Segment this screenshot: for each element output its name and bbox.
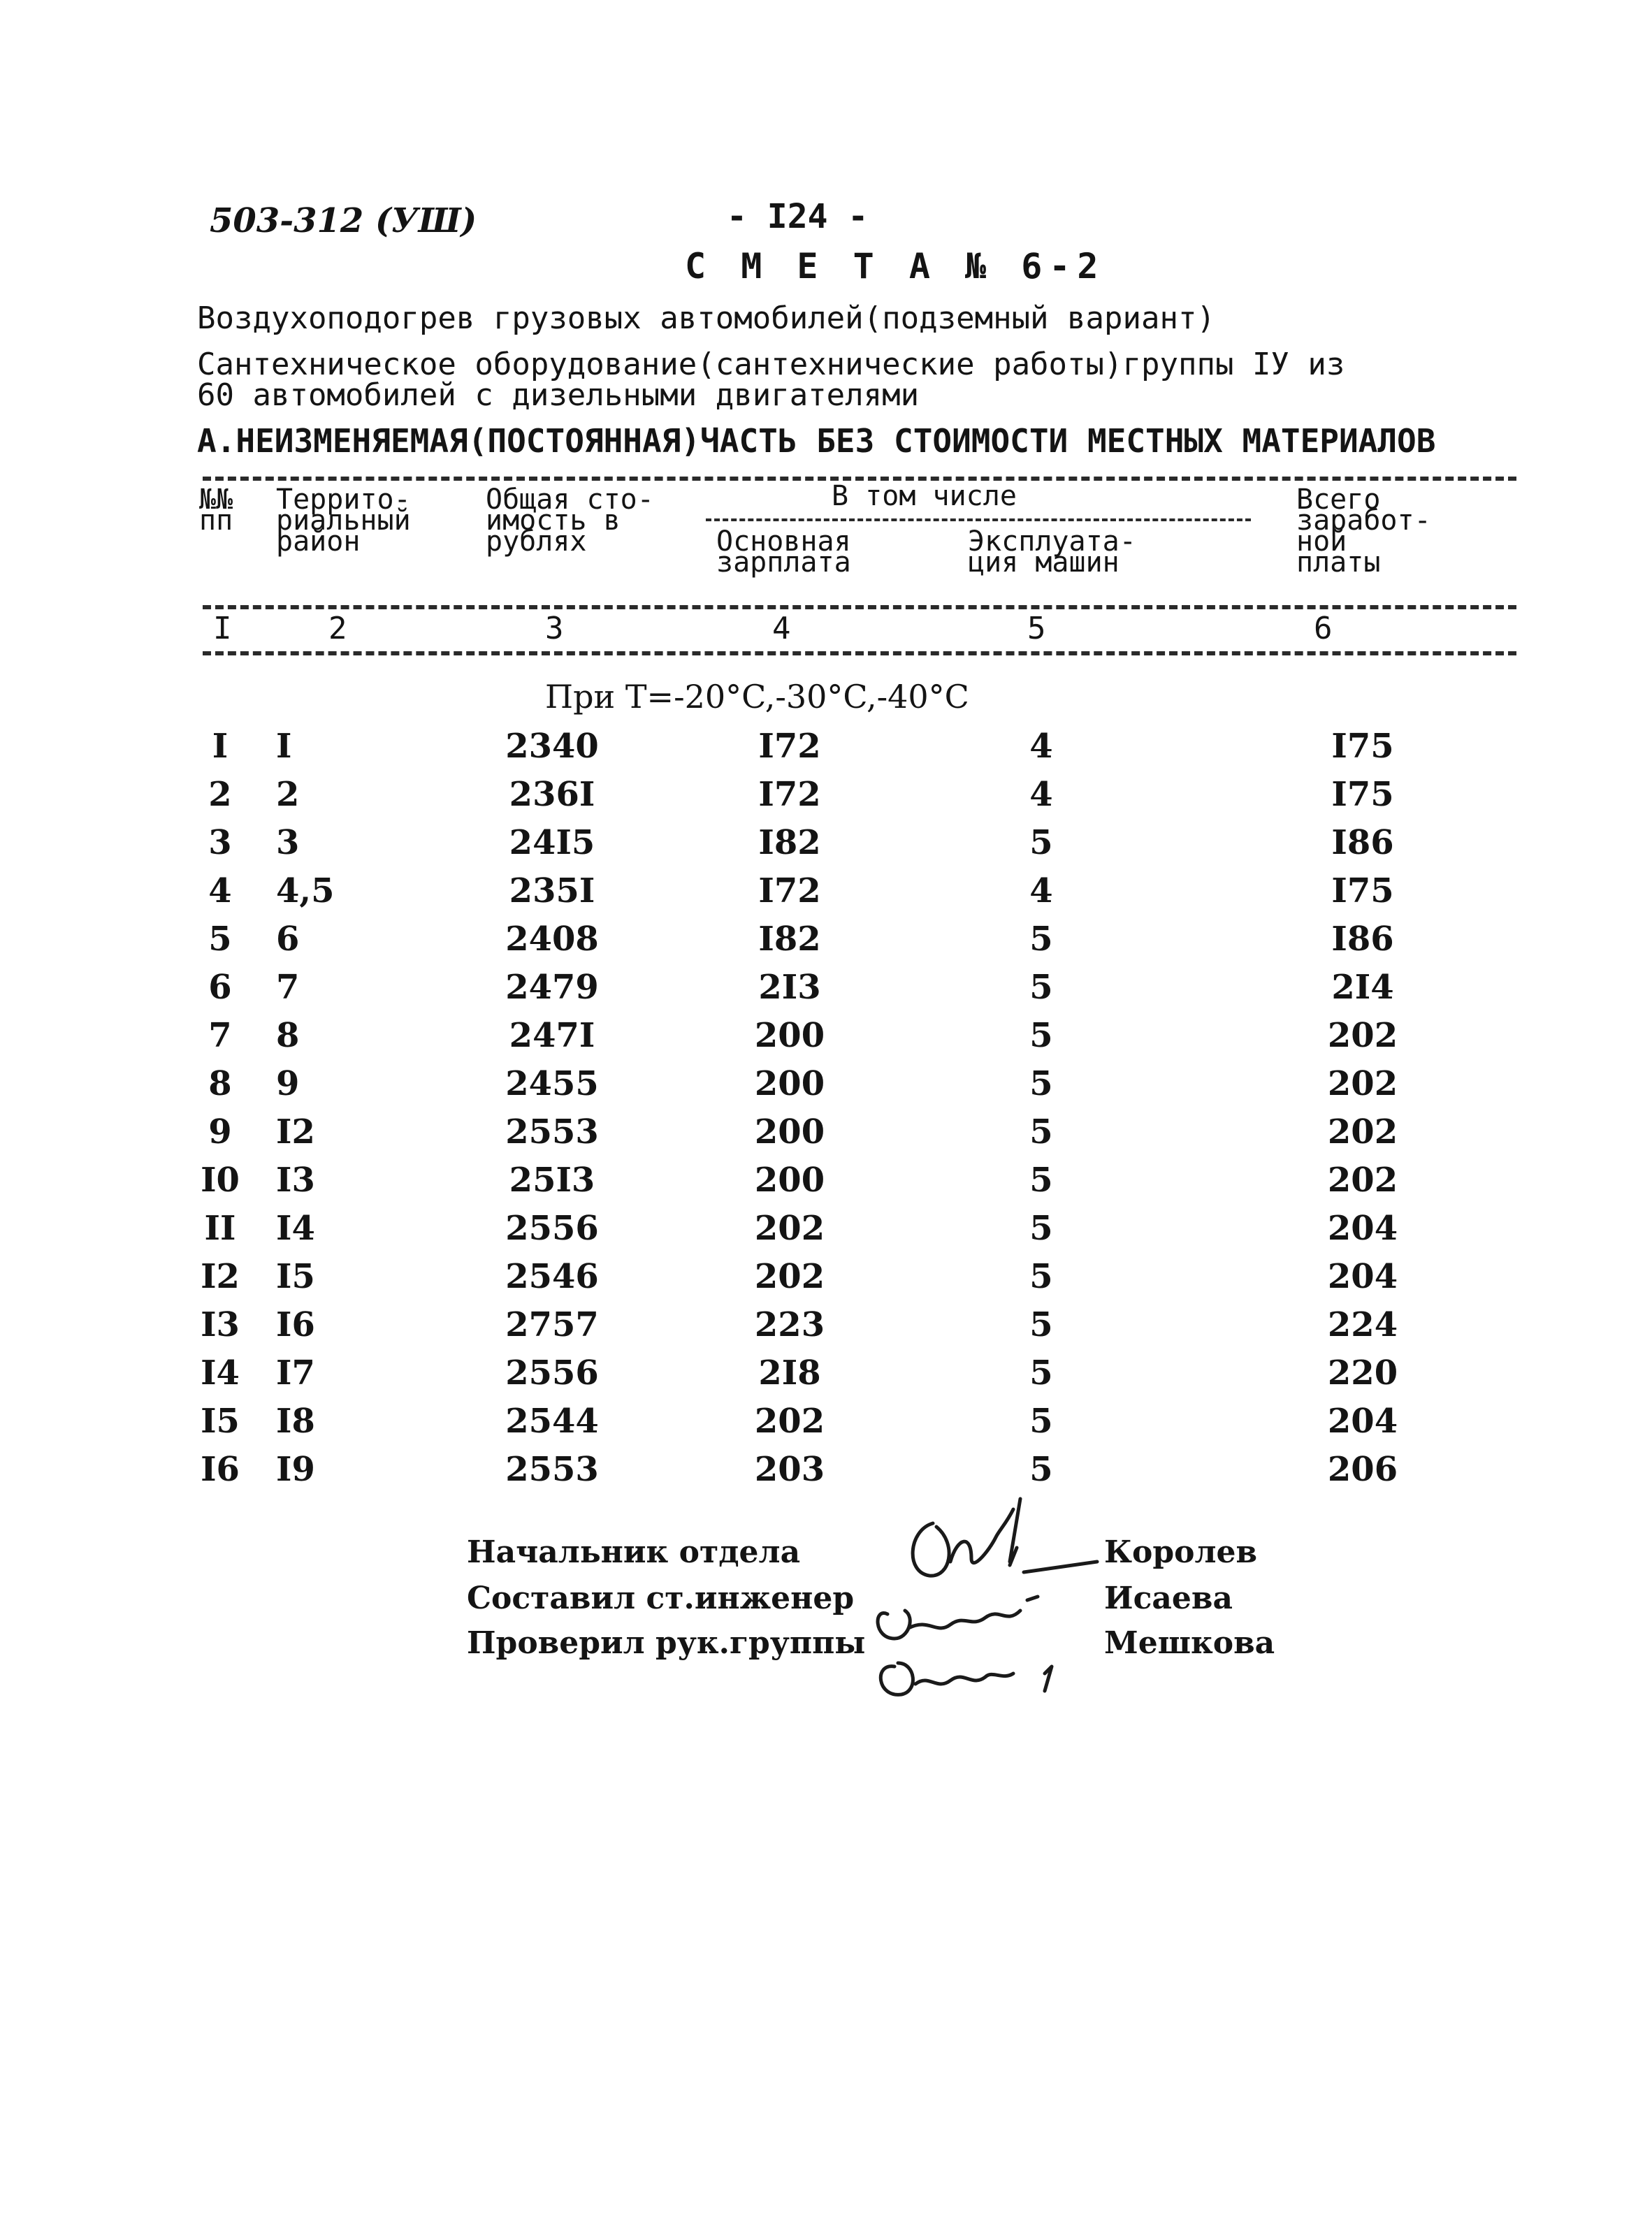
row-number-cell: 7 (208, 1016, 232, 1055)
territorial-region-cell: I2 (276, 1112, 315, 1152)
total-wages-cell: I86 (1331, 823, 1394, 862)
row-number-cell: I6 (201, 1450, 240, 1489)
machine-operation-cell: 5 (1029, 920, 1053, 959)
temperature-condition: При T=-20°C,-30°C,-40°C (545, 678, 969, 716)
base-salary-cell: 2I8 (758, 1353, 821, 1393)
document-title: С М Е Т А № 6-2 (685, 246, 1106, 286)
machine-operation-cell: 5 (1029, 1064, 1053, 1103)
total-cost-cell: 2544 (505, 1402, 599, 1441)
machine-operation-cell: 5 (1029, 1112, 1053, 1152)
total-cost-cell: 247I (509, 1016, 595, 1055)
base-salary-cell: 200 (754, 1112, 825, 1152)
signature-name-3: Мешкова (1104, 1625, 1275, 1661)
row-number-cell: 4 (208, 871, 232, 910)
machine-operation-cell: 5 (1029, 1161, 1053, 1200)
header-region: Террито- риальный район (276, 484, 411, 558)
row-number-cell: 5 (208, 920, 232, 959)
total-wages-cell: I75 (1331, 775, 1394, 814)
row-number-cell: I2 (201, 1257, 240, 1296)
base-salary-cell: 202 (754, 1257, 825, 1296)
total-wages-cell: I75 (1331, 727, 1394, 766)
total-cost-cell: 2340 (505, 727, 599, 766)
column-number-6: 6 (1314, 611, 1333, 646)
signature-name-2: Исаева (1104, 1581, 1233, 1616)
handwritten-signatures (867, 1495, 1104, 1705)
table-row (0, 1402, 1652, 1450)
total-cost-cell: 236I (509, 775, 595, 814)
column-number-3: 3 (545, 611, 564, 646)
header-num: №№ пп (199, 484, 233, 537)
territorial-region-cell: I (276, 727, 292, 766)
subtitle-line-2: Сантехническое оборудование(сантехнические работы)группы IУ из (197, 347, 1345, 382)
base-salary-cell: 202 (754, 1209, 825, 1248)
total-wages-cell: 2I4 (1331, 968, 1394, 1007)
table-row (0, 920, 1652, 968)
machine-operation-cell: 5 (1029, 1402, 1053, 1441)
row-number-cell: 3 (208, 823, 232, 862)
table-row (0, 727, 1652, 775)
row-number-cell: I5 (201, 1402, 240, 1441)
header-including: В том числе (832, 480, 1017, 512)
base-salary-cell: I82 (758, 823, 821, 862)
table-row (0, 968, 1652, 1016)
territorial-region-cell: I7 (276, 1353, 315, 1393)
base-salary-cell: I82 (758, 920, 821, 959)
total-wages-cell: I86 (1331, 920, 1394, 959)
table-row (0, 1209, 1652, 1257)
header-total-wages: Всего заработ- ной платы (1296, 484, 1431, 579)
row-number-cell: I3 (201, 1305, 240, 1344)
territorial-region-cell: I3 (276, 1161, 315, 1200)
total-wages-cell: 224 (1327, 1305, 1398, 1344)
territorial-region-cell: I9 (276, 1450, 315, 1489)
total-cost-cell: 2757 (505, 1305, 599, 1344)
total-cost-cell: 25I3 (509, 1161, 595, 1200)
total-wages-cell: 202 (1327, 1016, 1398, 1055)
row-number-cell: II (204, 1209, 236, 1248)
territorial-region-cell: 3 (276, 823, 300, 862)
base-salary-cell: 202 (754, 1402, 825, 1441)
column-number-2: 2 (328, 611, 347, 646)
table-row (0, 775, 1652, 823)
signature-role-2: Составил ст.инженер (467, 1581, 855, 1616)
machine-operation-cell: 5 (1029, 1305, 1053, 1344)
total-wages-cell: 202 (1327, 1064, 1398, 1103)
total-cost-cell: 2546 (505, 1257, 599, 1296)
header-total-cost: Общая сто- имость в рублях (486, 484, 654, 558)
base-salary-cell: I72 (758, 775, 821, 814)
machine-operation-cell: 4 (1029, 871, 1053, 910)
base-salary-cell: I72 (758, 871, 821, 910)
territorial-region-cell: 2 (276, 775, 300, 814)
total-cost-cell: 2479 (505, 968, 599, 1007)
territorial-region-cell: 9 (276, 1064, 300, 1103)
territorial-region-cell: I8 (276, 1402, 315, 1441)
base-salary-cell: 200 (754, 1016, 825, 1055)
document-code: 503-312 (УШ) (210, 201, 477, 240)
total-cost-cell: 235I (509, 871, 595, 910)
machine-operation-cell: 5 (1029, 968, 1053, 1007)
total-wages-cell: 202 (1327, 1112, 1398, 1152)
total-cost-cell: 2455 (505, 1064, 599, 1103)
total-cost-cell: 2553 (505, 1450, 599, 1489)
machine-operation-cell: 5 (1029, 1257, 1053, 1296)
table-body (0, 727, 1652, 1498)
machine-operation-cell: 5 (1029, 1450, 1053, 1489)
row-number-cell: 8 (208, 1064, 232, 1103)
total-wages-cell: I75 (1331, 871, 1394, 910)
total-cost-cell: 2556 (505, 1353, 599, 1393)
territorial-region-cell: 8 (276, 1016, 300, 1055)
base-salary-cell: 2I3 (758, 968, 821, 1007)
row-number-cell: 2 (208, 775, 232, 814)
territorial-region-cell: 4,5 (276, 871, 335, 910)
column-number-5: 5 (1027, 611, 1046, 646)
table-row (0, 1257, 1652, 1305)
territorial-region-cell: I4 (276, 1209, 315, 1248)
section-heading: А.НЕИЗМЕНЯЕМАЯ(ПОСТОЯННАЯ)ЧАСТЬ БЕЗ СТОИМОСТИ МЕСТНЫХ МАТЕРИАЛОВ (197, 422, 1436, 460)
header-machine-operation: Эксплуата- ция машин (968, 525, 1136, 579)
row-number-cell: I4 (201, 1353, 240, 1393)
signature-role-1: Начальник отдела (467, 1534, 801, 1570)
row-number-cell: I0 (201, 1161, 240, 1200)
column-number-1: I (213, 611, 232, 646)
total-wages-cell: 204 (1327, 1402, 1398, 1441)
signature-role-3: Проверил рук.группы (467, 1625, 866, 1661)
total-wages-cell: 204 (1327, 1209, 1398, 1248)
total-cost-cell: 2556 (505, 1209, 599, 1248)
territorial-region-cell: I5 (276, 1257, 315, 1296)
header-base-salary: Основная зарплата (716, 525, 851, 579)
territorial-region-cell: 7 (276, 968, 300, 1007)
table-row (0, 1161, 1652, 1209)
subtitle-line-3: 60 автомобилей с дизельными двигателями (197, 377, 920, 413)
total-wages-cell: 202 (1327, 1161, 1398, 1200)
header-bottom-rule (203, 605, 1516, 609)
table-row (0, 1016, 1652, 1064)
machine-operation-cell: 4 (1029, 775, 1053, 814)
machine-operation-cell: 5 (1029, 1353, 1053, 1393)
signature-name-1: Королев (1104, 1534, 1258, 1570)
territorial-region-cell: I6 (276, 1305, 315, 1344)
base-salary-cell: 200 (754, 1064, 825, 1103)
row-number-cell: 9 (208, 1112, 232, 1152)
table-row (0, 823, 1652, 871)
total-cost-cell: 2553 (505, 1112, 599, 1152)
total-wages-cell: 206 (1327, 1450, 1398, 1489)
table-row (0, 871, 1652, 920)
base-salary-cell: 200 (754, 1161, 825, 1200)
base-salary-cell: 203 (754, 1450, 825, 1489)
total-cost-cell: 24I5 (509, 823, 595, 862)
machine-operation-cell: 4 (1029, 727, 1053, 766)
total-cost-cell: 2408 (505, 920, 599, 959)
page-number: - I24 - (727, 197, 869, 236)
column-number-rule (203, 651, 1516, 655)
machine-operation-cell: 5 (1029, 823, 1053, 862)
row-number-cell: 6 (208, 968, 232, 1007)
table-row (0, 1353, 1652, 1402)
table-row (0, 1450, 1652, 1498)
total-wages-cell: 220 (1327, 1353, 1398, 1393)
base-salary-cell: I72 (758, 727, 821, 766)
machine-operation-cell: 5 (1029, 1016, 1053, 1055)
machine-operation-cell: 5 (1029, 1209, 1053, 1248)
total-wages-cell: 204 (1327, 1257, 1398, 1296)
table-row (0, 1112, 1652, 1161)
column-number-4: 4 (772, 611, 791, 646)
territorial-region-cell: 6 (276, 920, 300, 959)
table-row (0, 1305, 1652, 1353)
row-number-cell: I (212, 727, 229, 766)
base-salary-cell: 223 (754, 1305, 825, 1344)
subtitle-line-1: Воздухоподогрев грузовых автомобилей(подземный вариант) (197, 300, 1215, 336)
table-row (0, 1064, 1652, 1112)
header-sub-rule (706, 518, 1251, 521)
